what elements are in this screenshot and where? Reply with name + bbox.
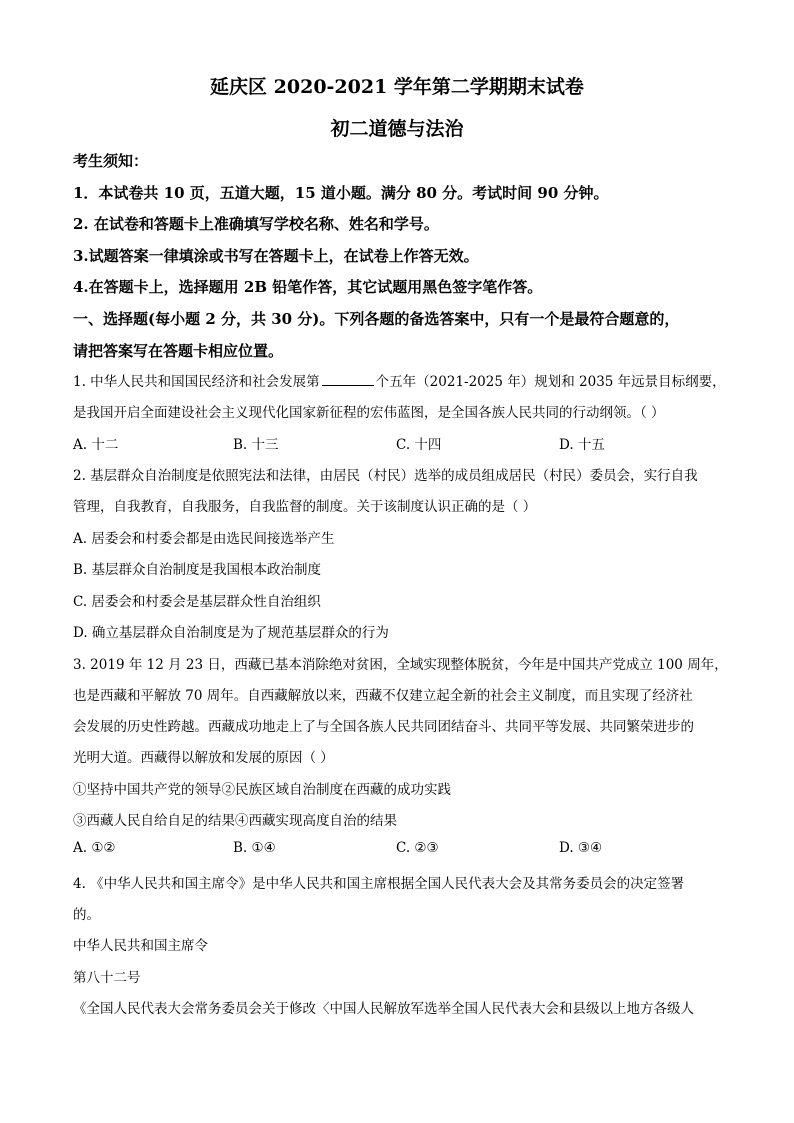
q1-option-c: C. 十四 [396, 437, 442, 453]
q2-option-b: B. 基层群众自治制度是我国根本政治制度 [73, 562, 322, 578]
q3-stem-line3: 会发展的历史性跨越。西藏成功地走上了与全国各族人民共同团结奋斗、共同平等发展、共同繁荣进步的 [73, 719, 694, 735]
q3-stem-line4: 光明大道。西藏得以解放和发展的原因（ ） [73, 750, 334, 766]
q4-decree-heading: 中华人民共和国主席令 [73, 938, 208, 954]
q1-stem-part-a: 1. 中华人民共和国国民经济和社会发展第 [73, 374, 320, 390]
q1-stem-part-b: 个五年（2021-2025 年）规划和 2035 年远景目标纲要， [375, 374, 726, 390]
q3-stem-line1: 3. 2019 年 12 月 23 日，西藏已基本消除绝对贫困，全域实现整体脱贫，今年是中国共产党成立 100 周年， [73, 657, 728, 673]
q3-option-c: C. ②③ [396, 840, 439, 856]
q2-stem-line1: 2. 基层群众自治制度是依照宪法和法律，由居民（村民）选举的成员组成居民（村民）委员会，实行自我 [73, 468, 698, 484]
exam-subject: 初二道德与法治 [330, 118, 464, 140]
q2-option-d: D. 确立基层群众自治制度是为了规范基层群众的行为 [73, 625, 389, 641]
q3-option-b: B. ①④ [233, 840, 276, 856]
q4-decree-text: 《全国人民代表大会常务委员会关于修改〈中国人民解放军选举全国人民代表大会和县级以上地方各级人 [73, 1001, 694, 1017]
q3-items-line2: ③西藏人民自给自足的结果④西藏实现高度自治的结果 [73, 813, 397, 829]
notice-item-4: 4.在答题卡上，选择题用 2B 铅笔作答，其它试题用黑色签字笔作答。 [73, 278, 543, 296]
q1-answer-blank [322, 373, 374, 386]
q3-items-line1: ①坚持中国共产党的领导②民族区域自治制度在西藏的成功实践 [73, 782, 451, 798]
q4-decree-number: 第八十二号 [73, 970, 141, 986]
q2-option-c: C. 居委会和村委会是基层群众性自治组织 [73, 594, 321, 610]
notice-item-3: 3.试题答案一律填涂或书写在答题卡上，在试卷上作答无效。 [73, 247, 479, 265]
section1-instructions-line1: 一、选择题(每小题 2 分，共 30 分)。下列各题的备选答案中，只有一个是最符合题意的， [73, 310, 680, 328]
notice-item-2: 2. 在试卷和答题卡上准确填写学校名称、姓名和学号。 [73, 215, 439, 233]
q4-stem-line2: 的。 [73, 907, 100, 923]
q2-stem-line2: 管理，自我教育，自我服务，自我监督的制度。关于该制度认识正确的是（ ） [73, 499, 537, 515]
q2-option-a: A. 居委会和村委会都是由选民间接选举产生 [73, 531, 335, 547]
exam-title: 延庆区 2020-2021 学年第二学期期末试卷 [210, 76, 584, 98]
q1-option-b: B. 十三 [233, 437, 279, 453]
q1-stem-line2: 是我国开启全面建设社会主义现代化国家新征程的宏伟蓝图，是全国各族人民共同的行动纲领。（ ） [73, 405, 665, 421]
q1-option-d: D. 十五 [559, 437, 605, 453]
q3-option-d: D. ③④ [559, 840, 603, 856]
section1-instructions-line2: 请把答案写在答题卡相应位置。 [73, 342, 284, 360]
q3-stem-line2: 也是西藏和平解放 70 周年。自西藏解放以来，西藏不仅建立起全新的社会主义制度，而且实现了经济社 [73, 688, 693, 704]
q3-option-a: A. ①② [73, 840, 116, 856]
notice-item-1: 1．本试卷共 10 页，五道大题，15 道小题。满分 80 分。考试时间 90 分钟。 [73, 184, 609, 202]
notice-heading: 考生须知： [73, 152, 149, 170]
q1-option-a: A. 十二 [73, 437, 119, 453]
q4-stem-line1: 4. 《中华人民共和国主席令》是中华人民共和国主席根据全国人民代表大会及其常务委员会的决定签署 [73, 876, 685, 892]
q1-stem-line1 [73, 370, 726, 390]
